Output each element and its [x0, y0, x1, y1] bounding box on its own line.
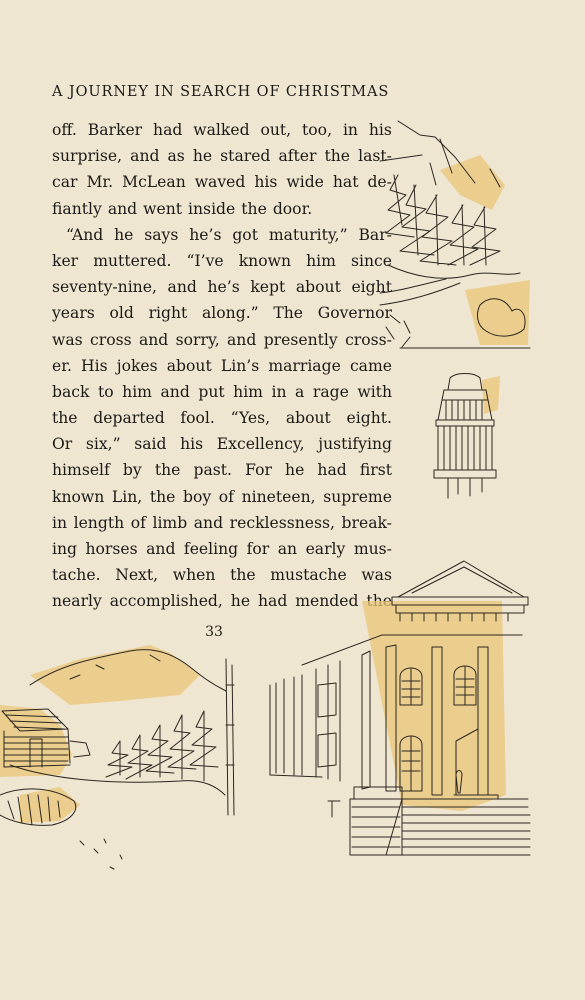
- word: known: [238, 251, 292, 270]
- word: an: [277, 540, 298, 558]
- capitol-building-illustration: [262, 555, 532, 875]
- word: to: [97, 382, 114, 401]
- word: Barker: [87, 121, 143, 139]
- word: sorry,: [175, 330, 220, 349]
- word: along.”: [202, 304, 259, 323]
- word: fool.: [180, 409, 215, 428]
- text-line: [52, 196, 392, 222]
- word: rage: [312, 382, 349, 401]
- word: right: [148, 304, 188, 323]
- word: surprise,: [52, 147, 123, 166]
- word: in: [342, 121, 358, 139]
- word: ing: [52, 540, 78, 558]
- word: length: [73, 513, 125, 532]
- word: “I’ve: [186, 251, 224, 270]
- word: Excellency,: [216, 435, 305, 454]
- word: eight.: [346, 409, 392, 428]
- word: presently: [263, 330, 338, 349]
- word: the: [230, 566, 256, 585]
- word: and: [167, 278, 197, 297]
- text-line: [52, 222, 392, 248]
- word: Governor: [317, 304, 392, 323]
- word: old: [109, 304, 134, 323]
- word: too,: [302, 121, 333, 139]
- word: for: [246, 540, 270, 558]
- word: boy: [183, 487, 212, 506]
- word: seventy-nine,: [52, 278, 157, 297]
- word: Lin,: [111, 487, 143, 506]
- word: and: [227, 330, 257, 349]
- word: him: [122, 382, 152, 401]
- word: him: [233, 382, 263, 401]
- word: early: [305, 540, 346, 558]
- word: Mr.: [86, 173, 114, 192]
- word: says: [144, 225, 179, 244]
- word: his: [180, 435, 204, 454]
- word: a: [295, 382, 305, 401]
- word: nineteen,: [241, 487, 316, 506]
- word: and: [130, 147, 160, 166]
- text-line: [52, 405, 392, 431]
- word: when: [172, 566, 216, 585]
- text-line: [52, 510, 392, 536]
- word: hat: [332, 173, 359, 192]
- log-cabin-mountain-illustration: [0, 645, 240, 875]
- text-line: [52, 274, 392, 300]
- word: The: [273, 304, 304, 323]
- word: door.: [272, 199, 313, 218]
- word: and: [160, 382, 190, 401]
- text-line: [52, 431, 392, 457]
- word: got: [232, 225, 258, 244]
- word: McLean: [122, 173, 186, 192]
- word: car: [52, 173, 78, 192]
- text-line: [52, 248, 392, 274]
- word: had: [153, 121, 183, 139]
- word: since: [351, 251, 392, 270]
- word: known: [52, 487, 105, 506]
- word: of: [130, 513, 146, 532]
- word: de-: [367, 173, 392, 192]
- word: cross: [90, 330, 132, 349]
- word: off.: [52, 121, 77, 139]
- word: “Yes,: [230, 409, 271, 428]
- word: past.: [193, 461, 232, 480]
- body-text: [52, 117, 392, 615]
- word: in: [271, 382, 287, 401]
- word: jokes: [116, 356, 158, 375]
- word: er.: [52, 356, 72, 375]
- word: years: [52, 304, 95, 323]
- text-line: [52, 353, 392, 379]
- word: the: [241, 199, 267, 218]
- word: about: [295, 278, 341, 297]
- word: Lin’s: [220, 356, 260, 375]
- word: was: [52, 330, 83, 349]
- word: tache.: [52, 566, 101, 585]
- word: inside: [188, 199, 236, 218]
- word: about: [285, 409, 331, 428]
- word: cross-: [345, 330, 392, 349]
- word: waved: [194, 173, 246, 192]
- word: maturity,”: [268, 225, 348, 244]
- word: by: [122, 461, 142, 480]
- word: the: [52, 409, 78, 428]
- word: him: [306, 251, 336, 270]
- word: For: [245, 461, 272, 480]
- word: the: [154, 461, 181, 480]
- word: supreme: [323, 487, 392, 506]
- word: kept: [250, 278, 286, 297]
- page-number: 33: [205, 624, 223, 640]
- word: walked: [193, 121, 250, 139]
- word: and: [138, 330, 169, 349]
- text-line: [52, 117, 392, 143]
- word: first: [359, 461, 392, 480]
- word: he: [114, 225, 134, 244]
- word: marriage: [268, 356, 341, 375]
- word: horses: [85, 540, 138, 558]
- word: his: [368, 121, 392, 139]
- word: and: [146, 540, 176, 558]
- word: of: [218, 487, 234, 506]
- word: muttered.: [93, 251, 172, 270]
- word: feeling: [183, 540, 239, 558]
- word: ker: [52, 251, 79, 270]
- word: with: [357, 382, 392, 401]
- word: he: [285, 461, 305, 480]
- word: out,: [260, 121, 292, 139]
- word: his: [254, 173, 278, 192]
- word: mus-: [353, 540, 392, 558]
- word: Or: [52, 435, 73, 454]
- word: the: [149, 487, 176, 506]
- text-line: [52, 379, 392, 405]
- word: stared: [220, 147, 271, 166]
- text-line: [52, 300, 392, 326]
- word: he’s: [189, 225, 222, 244]
- word: break-: [341, 513, 392, 532]
- word: “And: [66, 225, 104, 244]
- word: departed: [93, 409, 165, 428]
- word: he’s: [207, 278, 240, 297]
- word: had: [257, 592, 288, 611]
- capitol-dome-illustration: [430, 370, 500, 500]
- word: and: [107, 199, 138, 218]
- word: after: [278, 147, 317, 166]
- word: nearly: [52, 592, 102, 611]
- word: accomplished,: [109, 592, 223, 611]
- word: went: [143, 199, 183, 218]
- word: His: [81, 356, 108, 375]
- word: Bar-: [358, 225, 392, 244]
- word: six,”: [85, 435, 121, 454]
- word: justifying: [318, 435, 392, 454]
- word: wide: [286, 173, 324, 192]
- text-line: [52, 327, 392, 353]
- word: in: [52, 513, 68, 532]
- word: back: [52, 382, 90, 401]
- running-head: A JOURNEY IN SEARCH OF CHRISTMAS: [52, 84, 390, 100]
- word: said: [134, 435, 167, 454]
- word: himself: [52, 461, 110, 480]
- word: put: [198, 382, 225, 401]
- text-line: [52, 143, 392, 169]
- word: about: [166, 356, 212, 375]
- word: had: [317, 461, 347, 480]
- text-line: [52, 457, 392, 483]
- word: fiantly: [52, 199, 102, 218]
- word: mended: [295, 592, 359, 611]
- word: last-: [358, 147, 392, 166]
- word: mustache: [270, 566, 347, 585]
- word: he: [192, 147, 213, 166]
- word: he: [230, 592, 251, 611]
- word: Next,: [115, 566, 159, 585]
- word: and: [193, 513, 224, 532]
- text-line: [52, 484, 392, 510]
- word: limb: [152, 513, 188, 532]
- word: eight: [351, 278, 392, 297]
- word: came: [349, 356, 392, 375]
- word: was: [361, 566, 392, 585]
- word: as: [167, 147, 185, 166]
- word: recklessness,: [229, 513, 335, 532]
- word: the: [324, 147, 351, 166]
- pine-trees-illustration: [380, 115, 530, 350]
- text-line: [52, 169, 392, 195]
